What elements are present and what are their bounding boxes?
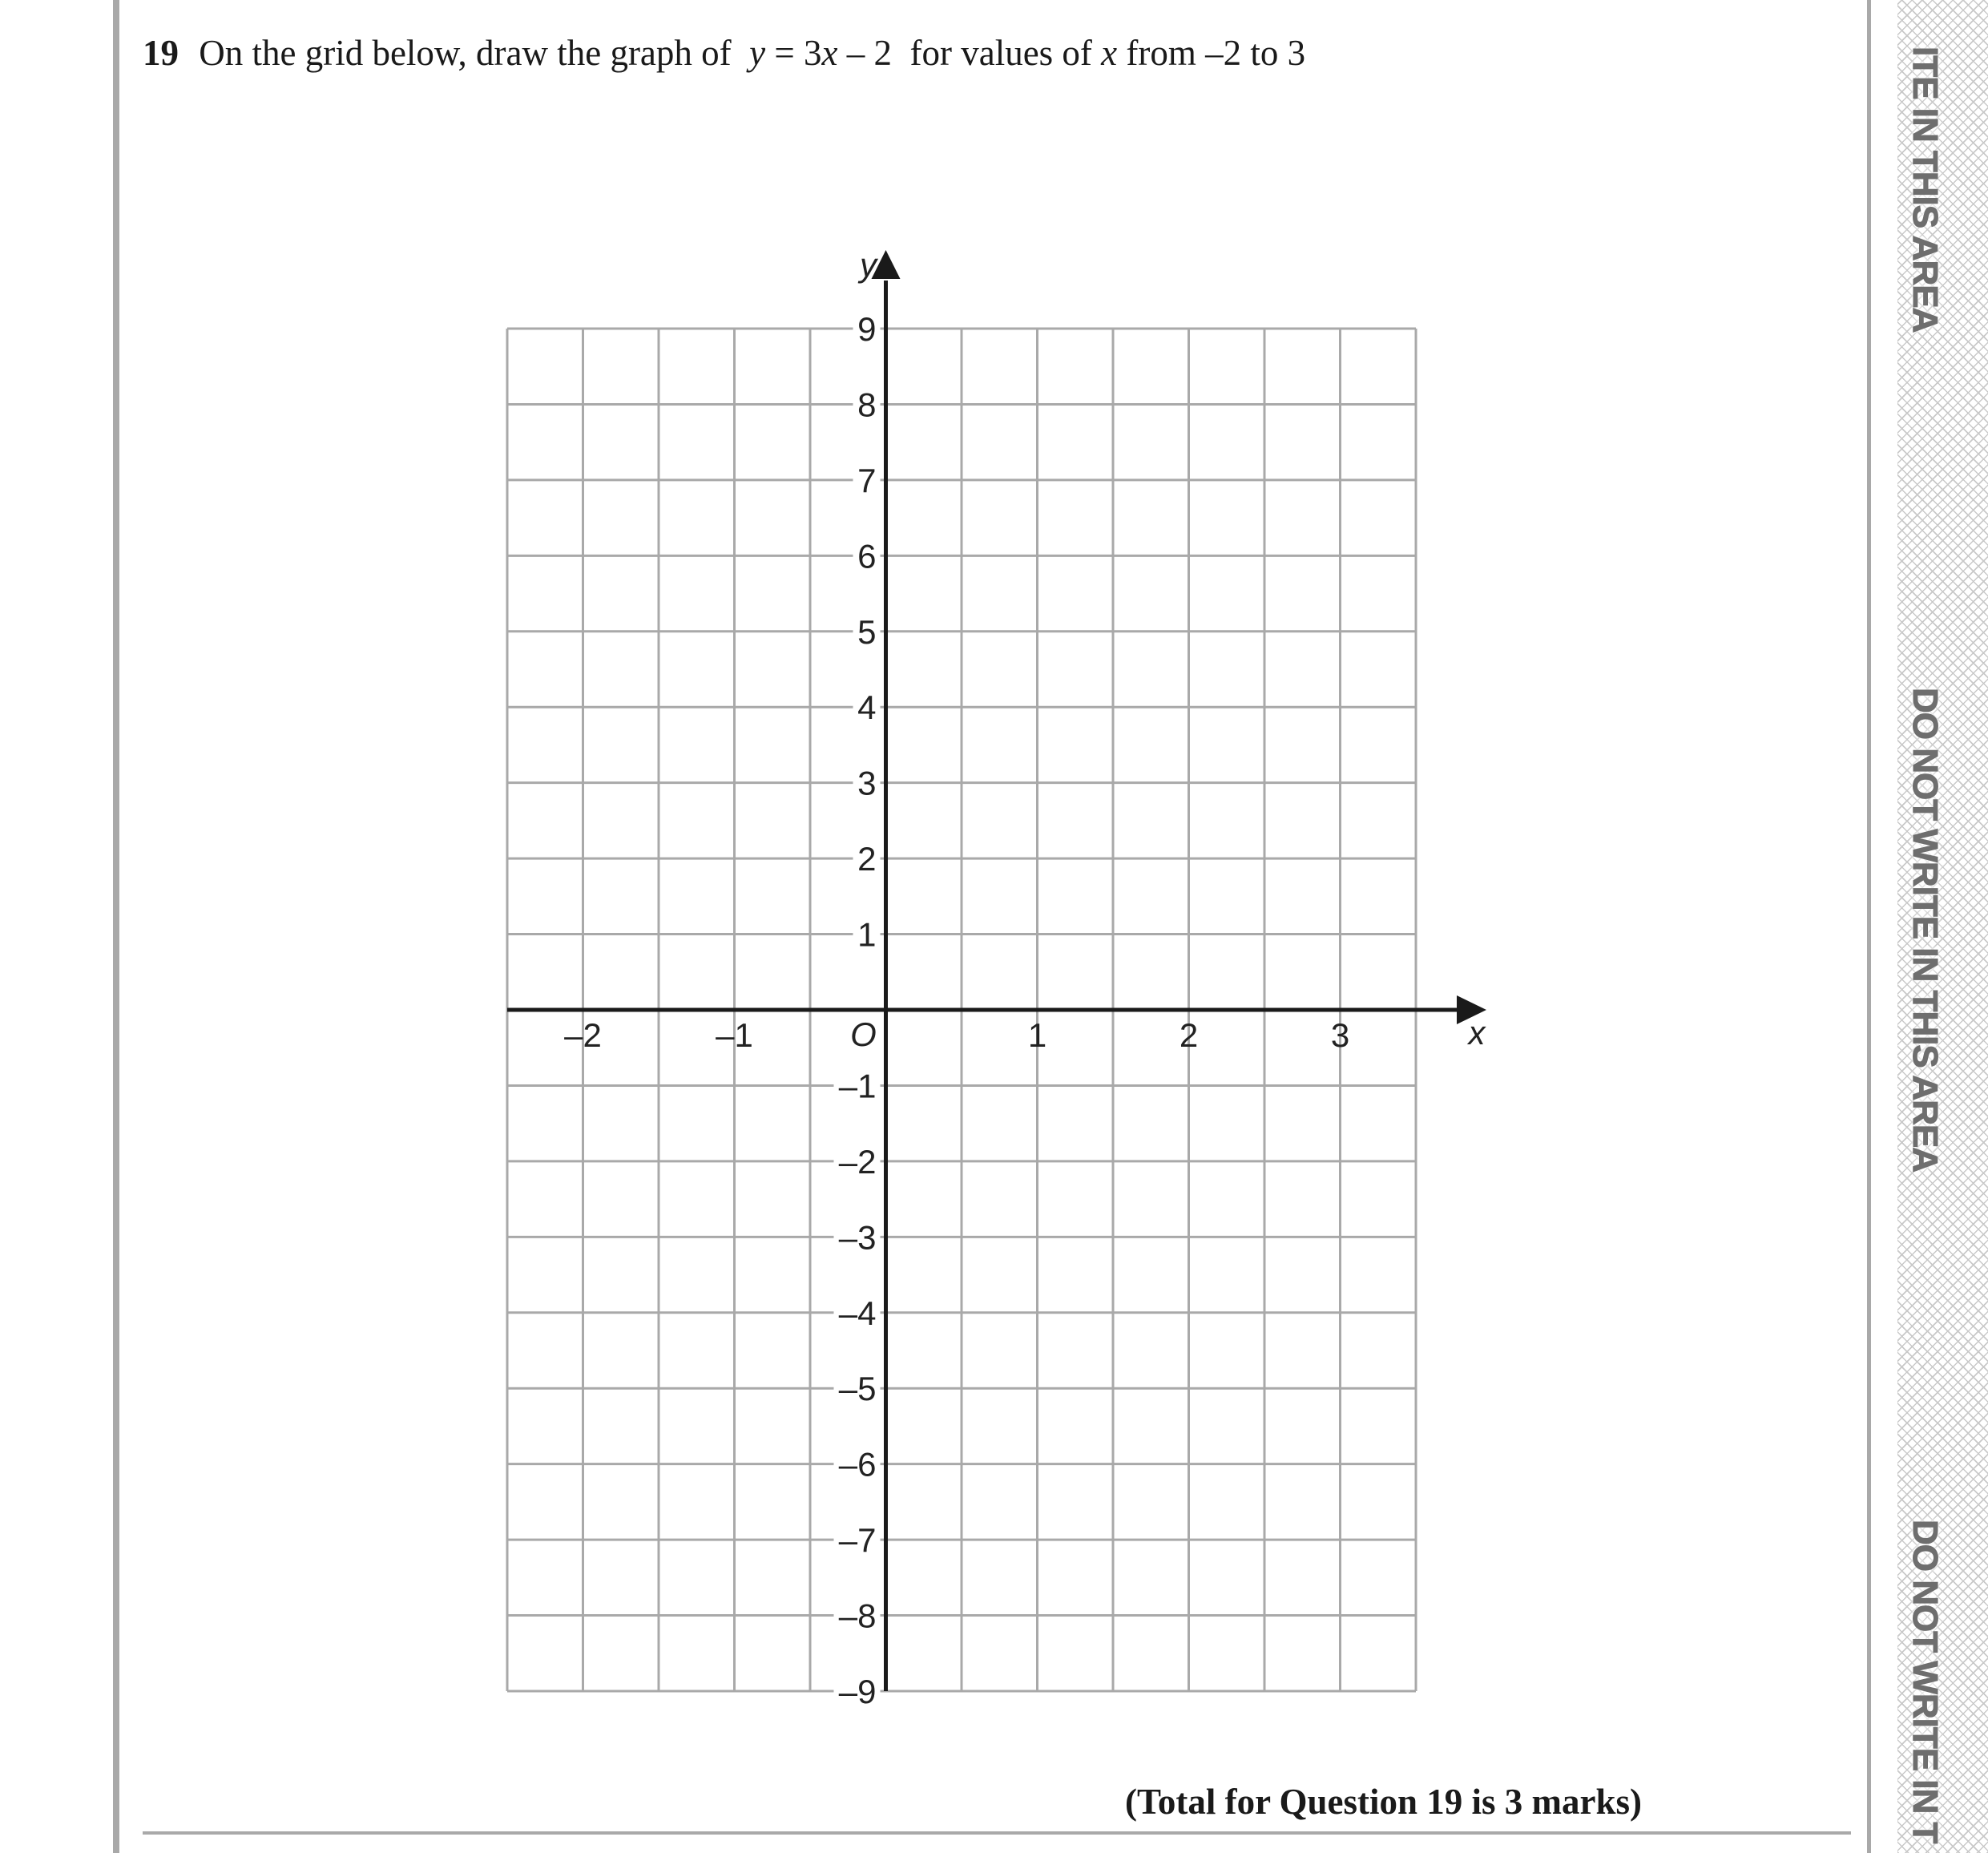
- y-tick-label: 6: [857, 537, 877, 575]
- y-tick-label: –3: [838, 1218, 877, 1257]
- bottom-rule: [143, 1831, 1851, 1835]
- y-tick-label: 1: [857, 915, 877, 954]
- equation-x: x: [821, 33, 838, 73]
- question-var-x: x: [1101, 33, 1118, 73]
- question-number: 19: [143, 33, 179, 73]
- y-tick-label: 3: [857, 764, 877, 802]
- y-tick-label: 2: [857, 840, 877, 878]
- y-axis-label: y: [860, 246, 877, 284]
- x-tick-label: 1: [1027, 1016, 1047, 1054]
- y-tick-label: –1: [838, 1067, 877, 1105]
- origin-label: O: [850, 1015, 877, 1053]
- x-tick-label: 2: [1179, 1016, 1199, 1054]
- y-tick-label: 5: [857, 612, 877, 651]
- margin-text-bottom: DO NOT WRITE IN T: [1905, 1520, 1945, 1843]
- y-tick-label: –4: [838, 1294, 877, 1332]
- x-tick-label: –2: [564, 1016, 602, 1054]
- x-tick-label: –1: [716, 1016, 753, 1054]
- question-text-before: On the grid below, draw the graph of: [199, 33, 732, 73]
- y-tick-label: 8: [857, 386, 877, 424]
- total-marks: (Total for Question 19 is 3 marks): [1125, 1782, 1643, 1822]
- y-tick-label: –2: [838, 1142, 877, 1181]
- do-not-write-margin: [1897, 0, 1988, 1853]
- y-tick-label: 9: [857, 310, 877, 348]
- equation-y: y: [749, 33, 766, 73]
- right-margin-bar: [1867, 0, 1871, 1853]
- margin-text-middle: DO NOT WRITE IN THIS AREA: [1905, 688, 1945, 1173]
- x-axis-label: x: [1468, 1014, 1486, 1052]
- y-tick-label: –5: [838, 1370, 877, 1408]
- y-tick-label: –6: [838, 1445, 877, 1484]
- y-tick-label: 7: [857, 461, 877, 499]
- equation-rest: – 2: [837, 33, 892, 73]
- y-tick-label: –7: [838, 1521, 877, 1560]
- y-tick-label: –9: [838, 1673, 877, 1710]
- question-text-mid: for values of: [909, 33, 1092, 73]
- question-text-after: from –2 to 3: [1126, 33, 1306, 73]
- equation-eq: = 3: [765, 33, 822, 73]
- x-tick-label: 3: [1330, 1016, 1350, 1054]
- y-tick-label: –8: [838, 1597, 877, 1635]
- margin-text-top: ITE IN THIS AREA: [1905, 46, 1945, 333]
- y-tick-label: 4: [857, 688, 877, 727]
